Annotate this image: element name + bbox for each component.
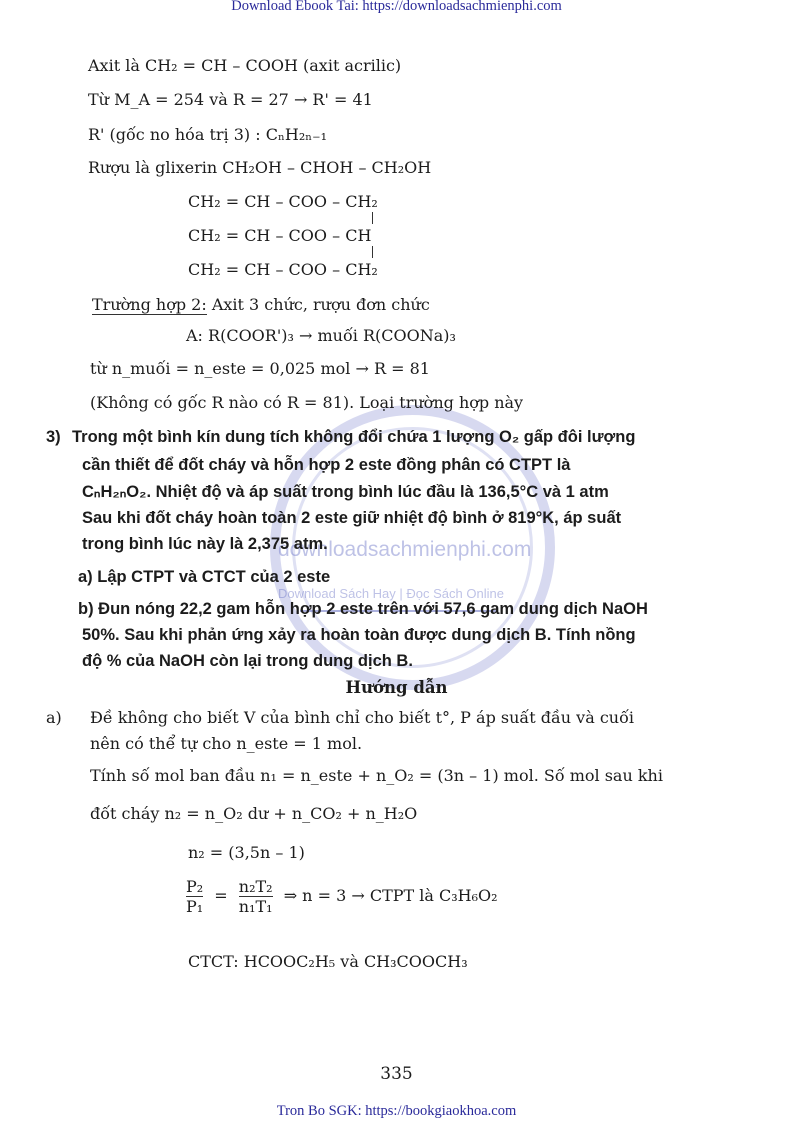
question-b-line-2: 50%. Sau khi phản ứng xảy ra hoàn toàn được dung dịch B. Tính nồng: [82, 626, 636, 644]
case2-ester-formula: A: R(COOR')₃ → muối R(COONa)₃: [186, 326, 456, 345]
line-radical-formula: R' (gốc no hóa trị 3) : CₙH₂ₙ₋₁: [88, 125, 328, 144]
case2-description: Axit 3 chức, rượu đơn chức: [206, 295, 430, 314]
guide-label-a: a): [46, 708, 62, 727]
guide-structural-formula: CTCT: HCOOC₂H₅ và CH₃COOCH₃: [188, 952, 468, 971]
problem-number: 3): [46, 428, 61, 446]
problem-line-1: Trong một bình kín dung tích không đổi chứa 1 lượng O₂ gấp đôi lượng: [72, 428, 636, 446]
watermark-tagline: Download Sách Hay | Đọc Sách Online: [278, 586, 504, 601]
case2-mole-calc: từ n_muối = n_este = 0,025 mol → R = 81: [90, 359, 430, 378]
fraction-nt-denominator: n₁T₁: [238, 897, 273, 916]
line-axit-acrilic: Axit là CH₂ = CH – COOH (axit acrilic): [88, 56, 402, 75]
fraction-p-denominator: P₁: [186, 897, 204, 916]
guide-line-3: Tính số mol ban đầu n₁ = n_este + n_O₂ = (3n – 1) mol. Số mol sau khi: [90, 766, 663, 785]
problem-line-5: trong bình lúc này là 2,375 atm.: [82, 535, 328, 553]
case2-heading: [92, 295, 430, 314]
equation-result: ⇒ n = 3 → CTPT là C₃H₆O₂: [283, 886, 498, 905]
case2-conclusion: (Không có gốc R nào có R = 81). Loại trường hợp này: [90, 393, 524, 412]
guide-line-1: Đề không cho biết V của bình chỉ cho biết t°, P áp suất đầu và cuối: [90, 708, 634, 727]
header-download-link[interactable]: Download Ebook Tai: https://downloadsachmienphi.com: [231, 0, 562, 14]
line-glixerin: Rượu là glixerin CH₂OH – CHOH – CH₂OH: [88, 158, 432, 177]
struct-row-3: CH₂ = CH – COO – CH₂: [188, 260, 378, 279]
footer-sgk-link[interactable]: Tron Bo SGK: https://bookgiaokhoa.com: [276, 1103, 517, 1119]
fraction-nt: [239, 877, 273, 916]
guide-title: Hướng dẫn: [345, 678, 448, 697]
guide-line-4: đốt cháy n₂ = n_O₂ dư + n_CO₂ + n_H₂O: [90, 804, 418, 823]
fraction-nt-numerator: n₂T₂: [238, 877, 273, 896]
question-b-line-1: b) Đun nóng 22,2 gam hỗn hợp 2 este trên với 57,6 gam dung dịch NaOH: [78, 600, 648, 618]
question-b-line-3: độ % của NaOH còn lại trong dung dịch B.: [82, 652, 413, 670]
guide-line-2: nên có thể tự cho n_este = 1 mol.: [90, 734, 363, 753]
problem-line-2: cần thiết để đốt cháy và hỗn hợp 2 este đồng phân có CTPT là: [82, 456, 571, 474]
guide-line-5: n₂ = (3,5n – 1): [188, 843, 305, 862]
fraction-p-numerator: P₂: [186, 877, 204, 896]
problem-line-3: CₙH₂ₙO₂. Nhiệt độ và áp suất trong bình lúc đầu là 136,5°C và 1 atm: [82, 483, 609, 501]
fraction-p: [186, 877, 203, 916]
case2-label: Trường hợp 2:: [92, 295, 207, 314]
page-number: 335: [380, 1064, 413, 1084]
problem-line-4: Sau khi đốt cháy hoàn toàn 2 este giữ nhiệt độ bình ở 819°K, áp suất: [82, 509, 622, 527]
struct-bond-2: [372, 246, 373, 258]
struct-bond-1: [372, 212, 373, 224]
line-mass-calc: Từ M_A = 254 và R = 27 → R' = 41: [88, 90, 373, 109]
question-a: a) Lập CTPT và CTCT của 2 este: [78, 568, 331, 586]
struct-row-1: CH₂ = CH – COO – CH₂: [188, 192, 378, 211]
struct-row-2: CH₂ = CH – COO – CH: [188, 226, 372, 245]
pressure-ratio-equation: $\frac{\text{P₂}}{\text{P₁}}$ = $\frac{\text{n₂T₂}}{\text{n₁T₁}}$ ⇒ n = 3 → CTPT là C₃H₆O₂: [186, 877, 498, 916]
watermark-site-text: downloadsachmienphi.com: [278, 538, 532, 561]
